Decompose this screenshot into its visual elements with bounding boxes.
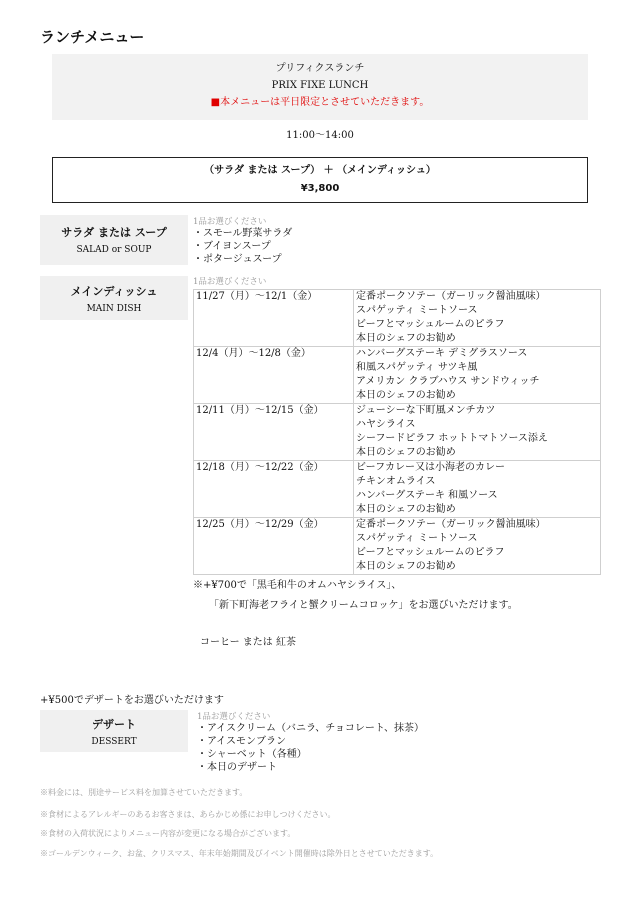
main-dish-item: 定番ポークソテー（ガーリック醤油風味）	[356, 291, 546, 302]
schedule-row	[194, 290, 601, 347]
main-dish-item: アメリカン クラブハウス サンドウィッチ	[356, 376, 540, 387]
schedule-dishes	[354, 290, 601, 347]
schedule-dishes	[354, 461, 601, 518]
schedule-date: 11/27（月）～12/1（金）	[194, 290, 354, 347]
dessert-hint: 1品お選びください	[197, 712, 271, 722]
main-dish-label-jp: メインディッシュ	[70, 285, 158, 298]
footnote-service-charge: ※料金には、別途サービス料を加算させていただきます。	[40, 788, 248, 797]
dessert-intro: +¥500でデザートをお選びいただけます	[40, 695, 224, 706]
main-dish-item: スパゲッティ ミートソース	[356, 305, 478, 316]
schedule-date: 12/11（月）～12/15（金）	[194, 404, 354, 461]
main-dish-schedule-table	[193, 289, 601, 575]
dessert-label-en: DESSERT	[91, 737, 137, 747]
main-dish-item: シーフードピラフ ホットトマトソース添え	[356, 433, 548, 444]
salad-soup-list	[193, 227, 292, 266]
dessert-label-jp: デザート	[92, 718, 136, 731]
main-dish-item: チキンオムライス	[356, 476, 436, 487]
price-formula: （サラダ または スープ） ＋ （メインディッシュ）	[204, 165, 436, 176]
salad-soup-label-jp: サラダ または スープ	[61, 226, 167, 239]
schedule-dishes	[354, 347, 601, 404]
main-dish-item: ジューシーな下町風メンチカツ	[356, 405, 496, 416]
weekday-notice: ■本メニューは平日限定とさせていただきます。	[210, 97, 430, 108]
page-title: ランチメニュー	[40, 28, 145, 46]
dessert-item: ・アイスクリーム（バニラ、チョコレート、抹茶）	[197, 723, 424, 734]
main-dish-item: 本日のシェフのお勧め	[356, 504, 456, 515]
dessert-category	[40, 710, 188, 752]
salad-soup-item: ・ブイヨンスープ	[193, 241, 271, 252]
schedule-row	[194, 347, 601, 404]
schedule-date: 12/4（月）～12/8（金）	[194, 347, 354, 404]
schedule-dishes	[354, 518, 601, 575]
dessert-item: ・シャーベット（各種）	[197, 749, 307, 760]
dessert-item: ・アイスモンブラン	[197, 736, 286, 747]
intro-line-en: PRIX FIXE LUNCH	[271, 80, 369, 91]
salad-soup-item: ・ポタージュスープ	[193, 254, 282, 265]
price-value: ¥3,800	[300, 183, 340, 194]
main-dish-item: 本日のシェフのお勧め	[356, 561, 456, 572]
salad-soup-label-en: SALAD or SOUP	[76, 245, 152, 255]
main-dish-item: ハンバーグステーキ 和風ソース	[356, 490, 498, 501]
dessert-section	[197, 710, 424, 774]
schedule-date: 12/25（月）～12/29（金）	[194, 518, 354, 575]
schedule-row	[194, 518, 601, 575]
main-dish-item: ハンバーグステーキ デミグラスソース	[356, 348, 528, 359]
upgrade-note	[193, 576, 518, 616]
salad-soup-item: ・スモール野菜サラダ	[193, 228, 293, 239]
footnote-menu-change: ※食材の入荷状況によりメニュー内容が変更になる場合がございます。	[40, 829, 296, 838]
main-dish-item: 本日のシェフのお勧め	[356, 447, 456, 458]
price-box	[52, 157, 588, 203]
main-dish-label-en: MAIN DISH	[86, 304, 142, 314]
main-dish-item: ビーフとマッシュルームのピラフ	[356, 547, 505, 558]
upgrade-note-line1: ※+¥700で「黒毛和牛のオムハヤシライス」、	[193, 580, 402, 591]
dessert-list	[197, 722, 424, 774]
intro-line-jp: プリフィクスランチ	[275, 63, 365, 74]
main-dish-item: 定番ポークソテー（ガーリック醤油風味）	[356, 519, 546, 530]
main-dish-item: 和風スパゲッティ サツキ風	[356, 362, 478, 373]
salad-soup-hint: 1品お選びください	[193, 217, 267, 227]
salad-soup-section	[193, 215, 292, 266]
salad-soup-category	[40, 215, 188, 265]
main-dish-item: 本日のシェフのお勧め	[356, 333, 456, 344]
schedule-date: 12/18（月）～12/22（金）	[194, 461, 354, 518]
main-dish-hint: 1品お選びください	[193, 277, 267, 287]
dessert-item: ・本日のデザート	[197, 762, 277, 773]
schedule-row	[194, 404, 601, 461]
footnote-allergy: ※食材によるアレルギーのあるお客さまは、あらかじめ係にお申しつけください。	[40, 810, 336, 819]
upgrade-note-line2: 「新下町海老フライと蟹クリームコロッケ」をお選びいただけます。	[209, 600, 518, 611]
main-dish-category	[40, 276, 188, 320]
intro-box	[52, 54, 588, 120]
footnote-excluded-days: ※ゴールデンウィーク、お盆、クリスマス、年末年始期間及びイベント開催時は除外日とさせていただきます。	[40, 849, 439, 858]
main-dish-item: ビーフとマッシュルームのピラフ	[356, 319, 505, 330]
service-hours: 11:00～14:00	[286, 130, 354, 141]
main-dish-item: ハヤシライス	[356, 419, 416, 430]
schedule-row	[194, 461, 601, 518]
main-dish-item: ビーフカレー又は小海老のカレー	[356, 462, 505, 473]
schedule-dishes	[354, 404, 601, 461]
main-dish-section	[193, 275, 601, 575]
main-dish-item: 本日のシェフのお勧め	[356, 390, 456, 401]
main-dish-item: スパゲッティ ミートソース	[356, 533, 478, 544]
drink-choice: コーヒー または 紅茶	[200, 637, 296, 648]
